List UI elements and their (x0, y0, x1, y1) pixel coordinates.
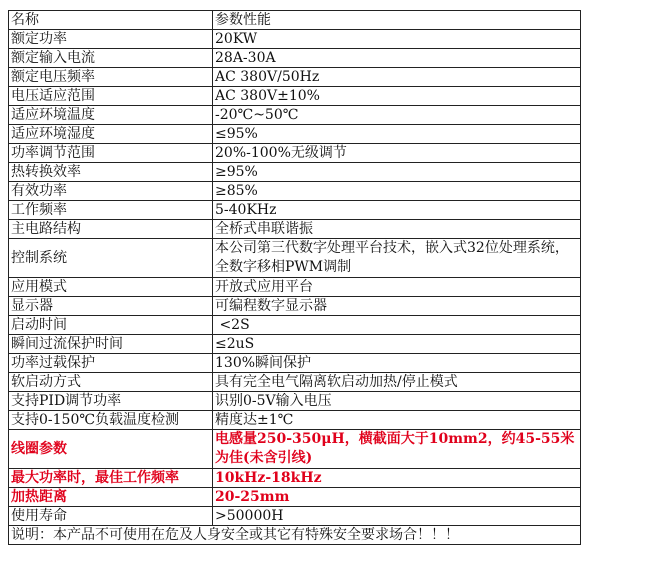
table-row (9, 106, 581, 125)
table-row (9, 278, 581, 297)
param-label: 功率过载保护 (9, 354, 213, 373)
table-row (9, 201, 581, 220)
table-row (9, 30, 581, 49)
param-label: 电压适应范围 (9, 87, 213, 106)
param-label: 支持PID调节功率 (9, 392, 213, 411)
table-row (9, 220, 581, 239)
param-label: 瞬间过流保护时间 (9, 335, 213, 354)
header-param-cell: 名称 (9, 11, 213, 30)
param-value: AC 380V±10% (213, 87, 581, 106)
table-row-highlight (9, 430, 581, 469)
param-label: 启动时间 (9, 316, 213, 335)
table-row (9, 49, 581, 68)
param-value: ≥95% (213, 163, 581, 182)
table-row (9, 411, 581, 430)
table-row (9, 182, 581, 201)
param-value: AC 380V/50Hz (213, 68, 581, 87)
param-label: 功率调节范围 (9, 144, 213, 163)
param-label: 额定电压频率 (9, 68, 213, 87)
param-label: 热转换效率 (9, 163, 213, 182)
header-value-cell: 参数性能 (213, 11, 581, 30)
param-label: 工作频率 (9, 201, 213, 220)
param-label: 适应环境湿度 (9, 125, 213, 144)
table-row (9, 316, 581, 335)
table-row (9, 392, 581, 411)
safety-note: 说明：本产品不可使用在危及人身安全或其它有特殊安全要求场合！！！ (9, 526, 581, 545)
table-row (9, 87, 581, 106)
table-row (9, 373, 581, 392)
table-row-highlight (9, 488, 581, 507)
param-value: 20KW (213, 30, 581, 49)
param-value: <2S (213, 316, 581, 335)
param-value: 5-40KHz (213, 201, 581, 220)
table-row (9, 297, 581, 316)
param-value: 电感量250-350μH，横截面大于10mm2，约45-55米为佳(未含引线) (213, 430, 581, 469)
param-value: 精度达±1℃ (213, 411, 581, 430)
param-value: ≤2uS (213, 335, 581, 354)
param-label: 支持0-150℃负载温度检测 (9, 411, 213, 430)
table-row (9, 163, 581, 182)
param-label: 应用模式 (9, 278, 213, 297)
param-value: 10kHz-18kHz (213, 469, 581, 488)
param-value: -20℃~50℃ (213, 106, 581, 125)
param-value: 开放式应用平台 (213, 278, 581, 297)
table-row (9, 354, 581, 373)
table-row (9, 507, 581, 526)
param-label: 有效功率 (9, 182, 213, 201)
param-label: 适应环境温度 (9, 106, 213, 125)
param-value: 20%-100%无级调节 (213, 144, 581, 163)
param-label: 使用寿命 (9, 507, 213, 526)
table-row (9, 68, 581, 87)
table-row (9, 239, 581, 278)
param-value: ≤95% (213, 125, 581, 144)
param-label: 软启动方式 (9, 373, 213, 392)
table-row (9, 144, 581, 163)
param-value: >50000H (213, 507, 581, 526)
param-value: 本公司第三代数字处理平台技术，嵌入式32位处理系统，全数字移相PWM调制 (213, 239, 581, 278)
param-label: 最大功率时，最佳工作频率 (9, 469, 213, 488)
table-row (9, 125, 581, 144)
note-row (9, 526, 581, 545)
param-label: 额定输入电流 (9, 49, 213, 68)
param-label: 加热距离 (9, 488, 213, 507)
param-label: 主电路结构 (9, 220, 213, 239)
spec-table (8, 10, 581, 545)
param-value: 20-25mm (213, 488, 581, 507)
param-value: 130%瞬间保护 (213, 354, 581, 373)
table-header-row (9, 11, 581, 30)
param-value: 28A-30A (213, 49, 581, 68)
param-label: 额定功率 (9, 30, 213, 49)
param-label: 控制系统 (9, 239, 213, 278)
param-value: 识别0-5V输入电压 (213, 392, 581, 411)
table-row (9, 335, 581, 354)
param-label: 线圈参数 (9, 430, 213, 469)
param-label: 显示器 (9, 297, 213, 316)
param-value: 可编程数字显示器 (213, 297, 581, 316)
param-value: 全桥式串联谐振 (213, 220, 581, 239)
param-value: ≥85% (213, 182, 581, 201)
table-row-highlight (9, 469, 581, 488)
param-value: 具有完全电气隔离软启动加热/停止模式 (213, 373, 581, 392)
